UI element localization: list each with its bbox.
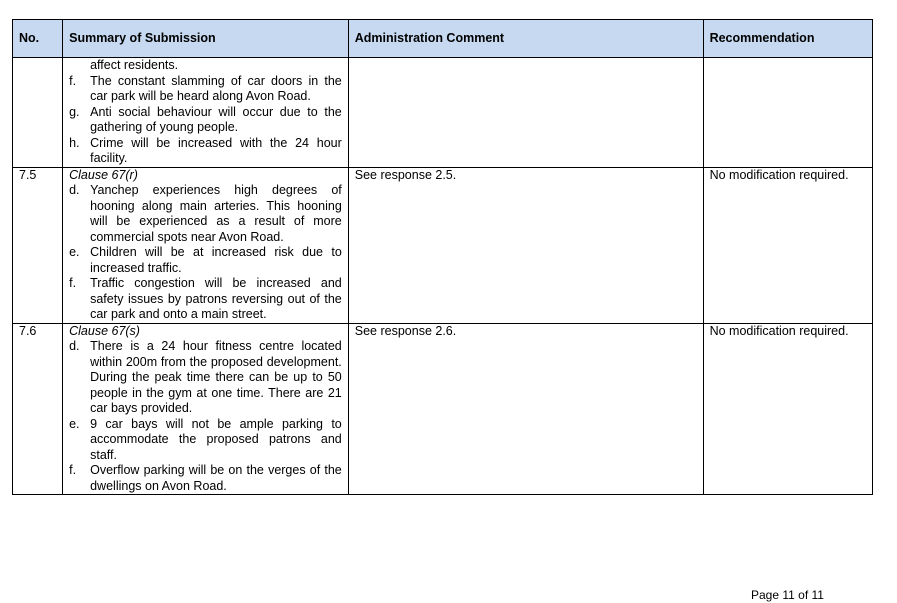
table-row [13, 58, 873, 168]
item-marker: h. [69, 135, 80, 150]
recommendation-cell: No modification required. [703, 167, 872, 323]
list-item [69, 339, 342, 417]
row-number: 7.6 [13, 323, 63, 495]
summary-cell [63, 167, 349, 323]
list-item [69, 463, 342, 494]
item-marker: f. [69, 463, 77, 477]
row-number: 7.5 [13, 167, 63, 323]
clause-title: Clause 67(r) [69, 167, 138, 182]
list-item [69, 136, 342, 167]
summary-list [69, 74, 342, 167]
item-text: Children will be at increased risk due to increased traffic. [90, 245, 342, 275]
item-text: Traffic congestion will be increased and safety issues by patrons reversing out of the car park and onto a main street. [90, 276, 342, 321]
item-marker: d. [69, 183, 80, 197]
recommendation-cell [703, 58, 872, 168]
summary-list [69, 339, 342, 494]
item-text: The constant slamming of car doors in the car park will be heard along Avon Road. [90, 73, 342, 103]
list-item [69, 183, 342, 245]
admin-comment-cell: See response 2.5. [348, 167, 703, 323]
recommendation-cell: No modification required. [703, 323, 872, 495]
summary-list [69, 183, 342, 323]
submissions-table [12, 19, 873, 495]
list-item [69, 74, 342, 105]
row-number [13, 58, 63, 168]
list-item [69, 245, 342, 276]
item-text: Yanchep experiences high degrees of hooning along main arteries. This hooning will be experienced as a result of more commercial spots near Avon Road. [90, 183, 342, 244]
table-row [13, 167, 873, 323]
item-marker: e. [69, 245, 80, 259]
clause-title: Clause 67(s) [69, 323, 140, 338]
item-text: There is a 24 hour fitness centre located within 200m from the proposed development. During the peak time there can be up to 50 people in the gym at one time. There are 21 car bays provided. [90, 339, 342, 415]
header-recommendation: Recommendation [703, 20, 872, 58]
summary-cell [63, 323, 349, 495]
item-text: Anti social behaviour will occur due to the gathering of young people. [90, 104, 342, 134]
list-item [69, 105, 342, 136]
list-item [69, 276, 342, 323]
item-marker: f. [69, 73, 77, 88]
header-summary: Summary of Submission [63, 20, 349, 58]
item-text: Overflow parking will be on the verges of the dwellings on Avon Road. [90, 463, 342, 493]
header-admin-comment: Administration Comment [348, 20, 703, 58]
page-number: Page 11 of 11 [751, 588, 824, 602]
continuation-text: affect residents. [90, 58, 179, 72]
admin-comment-cell [348, 58, 703, 168]
item-marker: g. [69, 104, 80, 119]
admin-comment-cell: See response 2.6. [348, 323, 703, 495]
summary-cell [63, 58, 349, 168]
item-marker: d. [69, 339, 80, 353]
item-text: Crime will be increased with the 24 hour facility. [90, 135, 342, 165]
list-item [69, 417, 342, 464]
item-text: 9 car bays will not be ample parking to accommodate the proposed patrons and staff. [90, 416, 342, 462]
table-row [13, 323, 873, 495]
table-header-row [13, 20, 873, 58]
header-no: No. [13, 20, 63, 58]
item-marker: f. [69, 276, 77, 290]
item-marker: e. [69, 416, 80, 431]
